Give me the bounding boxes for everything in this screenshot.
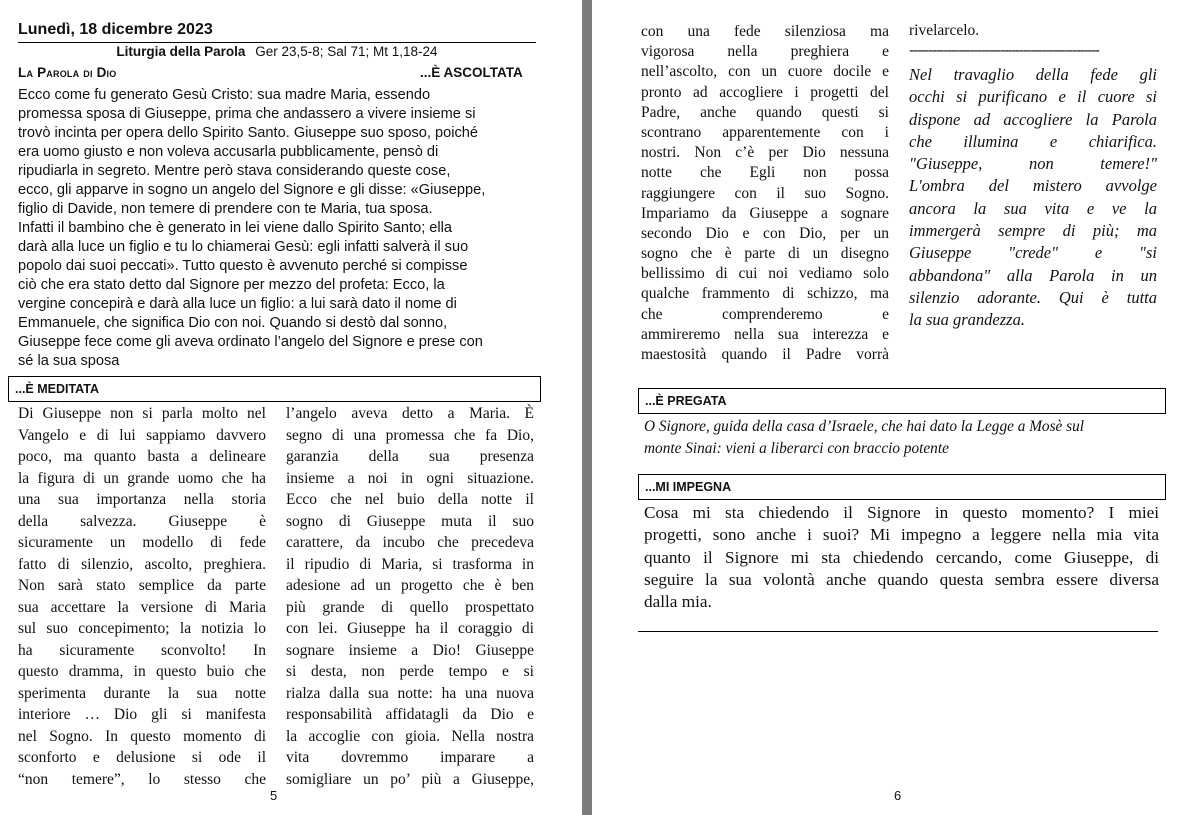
page-gutter <box>580 0 596 815</box>
meditata-line: carattere, da incubo che precedeva <box>286 534 534 551</box>
gospel-text <box>18 86 533 371</box>
continued-line: nell’ascolto, con un cuore docile e <box>641 63 889 81</box>
section-header-pregata: ...È PREGATA <box>638 388 1166 414</box>
continued-line: qualche frammento di schizzo, ma <box>641 285 889 303</box>
continued-line: pronto ad accogliere i progetti del <box>641 83 889 101</box>
meditata-line: garanzia della sua presenza <box>286 448 534 465</box>
gospel-line: figlio di Davide, non temere di prendere con te Maria, tua sposa. <box>18 201 433 217</box>
impegno-line: Cosa mi sta chiedendo il Signore in questo momento? I miei <box>644 503 1159 522</box>
gospel-line: promessa sposa di Giuseppe, prima che andassero a vivere insieme si <box>18 106 476 122</box>
meditata-line: con lei. Giuseppe ha il coraggio di <box>286 620 534 637</box>
page-6 <box>596 0 1178 815</box>
meditata-line: la figura di un grande uomo che ha <box>18 469 266 487</box>
gospel-line: darà alla luce un figlio e tu lo chiamerai Gesù: egli infatti salverà il suo <box>18 239 469 255</box>
meditata-line: sperimenta durante la sua notte <box>18 684 266 702</box>
impegno-text <box>644 502 1159 613</box>
section-title-parola: La Parola di Dio <box>18 65 117 80</box>
reflection-line: la sua grandezza. <box>909 310 1025 330</box>
meditata-line: Vangelo e di lui sappiamo davvero <box>18 426 266 444</box>
meditata-line: insieme a noi in ogni situazione. <box>286 469 534 487</box>
gospel-line: Giuseppe fece come gli aveva ordinato l’angelo del Signore e prese con <box>18 334 483 350</box>
meditata-line: responsabilità affidatagli da Dio e <box>286 706 534 723</box>
continued-line: secondo Dio e con Dio, per un <box>641 224 889 242</box>
reflection-line: abbandona" alla Parola in un <box>909 265 1157 285</box>
meditata-line: somigliare un po’ più a Giuseppe, <box>286 770 534 788</box>
meditata-line: sogno di Giuseppe muta il suo <box>286 512 534 530</box>
gospel-line: ripudiarla in segreto. Mentre però stava considerando queste cose, <box>18 163 451 179</box>
meditata-line: Non sarà stato semplice da parte <box>18 577 266 594</box>
gospel-line: trovò incinta per opera dello Spirito Santo. Giuseppe suo sposo, poiché <box>18 125 478 141</box>
liturgy-line <box>18 42 536 59</box>
meditata-line: sul suo concepimento; la notizia lo <box>18 620 266 637</box>
reflection-line: occhi si purificano e il cuore si <box>909 87 1157 107</box>
gospel-line: vergine concepirà e darà alla luce un figlio: a lui sarà dato il nome di <box>18 296 457 312</box>
meditata-line: Ecco che nel buio della notte il <box>286 491 534 508</box>
meditata-line: il ripudio di Maria, si trasforma in <box>286 555 534 573</box>
meditata-line: rialza dalla sua notte: ha una nuova <box>286 684 534 702</box>
meditata-line: sicuramente un modello di fede <box>18 534 266 551</box>
meditata-line: una sua importanza nella storia <box>18 491 266 508</box>
continued-line: nostri. Non c’è per Dio nessuna <box>641 144 889 162</box>
prayer-line: O Signore, guida della casa d’Israele, che hai dato la Legge a Mosè sul <box>644 418 1085 435</box>
meditata-line: più grande di quello prospettato <box>286 598 534 616</box>
continued-line: Impariamo da Giuseppe a sognare <box>641 204 889 222</box>
gospel-line: Infatti il bambino che è generato in lei viene dallo Spirito Santo; ella <box>18 220 453 236</box>
liturgy-label: Liturgia della Parola <box>116 44 246 59</box>
reflection-line: che illumina e chiarifica. <box>909 131 1157 151</box>
page-divider-bar <box>582 0 592 815</box>
page-number-6: 6 <box>894 788 902 803</box>
meditata-line: sognare insieme a Dio! Giuseppe <box>286 641 534 659</box>
impegno-line: quanto il Signore mi sta chiedendo cercando, come Giuseppe, di <box>644 547 1159 567</box>
continued-line: ammireremo nella sua interezza e <box>641 325 889 343</box>
reflection-line: Giuseppe "crede" e "si <box>909 243 1157 263</box>
gospel-line: Emmanuele, che significa Dio con noi. Quando si destò dal sonno, <box>18 315 448 331</box>
reflection-line: dispone ad accogliere la Parola <box>909 109 1157 129</box>
gospel-line: ecco, gli apparve in sogno un angelo del Signore e gli disse: «Giuseppe, <box>18 182 486 198</box>
gospel-line: ciò che era stato detto dal Signore per mezzo del profeta: Ecco, la <box>18 277 445 293</box>
section-header-impegna: ...MI IMPEGNA <box>638 474 1166 500</box>
meditata-line: segno di una promessa che fa Dio, <box>286 426 534 444</box>
meditata-line: l’angelo aveva detto a Maria. È <box>286 405 534 422</box>
page-number-5: 5 <box>270 788 278 803</box>
continued-line: Padre, anche quando questi si <box>641 103 889 121</box>
meditata-line: Di Giuseppe non si parla molto nel <box>18 405 266 422</box>
meditata-line: adesione ad un progetto che è ben <box>286 577 534 594</box>
reflection-column <box>909 21 1157 332</box>
meditata-line: sua accettare la versione di Maria <box>18 598 266 616</box>
continued-line: maestosità quando il Padre vorrà <box>641 346 889 363</box>
reflection-line: silenzio adorante. Qui è tutta <box>909 287 1157 307</box>
prayer-text <box>644 416 1164 459</box>
meditata-line: nel Sogno. In questo momento di <box>18 727 266 745</box>
reflection-line: ancora la sua vita e ve la <box>909 198 1157 218</box>
continued-line: scontrano apparentemente con i <box>641 123 889 141</box>
continued-line: con una fede silenziosa ma <box>641 23 889 40</box>
closing-rule <box>638 631 1158 632</box>
continued-column <box>641 22 889 365</box>
meditata-line: ha sicuramente sconvolto! In <box>18 641 266 659</box>
gospel-line: Ecco come fu generato Gesù Cristo: sua madre Maria, essendo <box>18 87 431 103</box>
page-5 <box>0 0 580 815</box>
impegno-line: progetti, sono anche i suoi? Mi impegno a leggere nella mia vita <box>644 525 1159 545</box>
gospel-line: era uomo giusto e non voleva accusarla pubblicamente, pensò di <box>18 144 439 160</box>
meditata-line: si desta, non perde tempo e si <box>286 663 534 680</box>
meditata-line: poco, ma quanto basta a delineare <box>18 448 266 465</box>
section-subtitle-ascoltata: ...È ASCOLTATA <box>420 65 523 80</box>
section-header-meditata: ...È MEDITATA <box>8 376 541 402</box>
reflection-line: L'ombra del mistero avvolge <box>909 176 1157 196</box>
meditata-line: fatto di silenzio, ascolto, preghiera. <box>18 555 266 573</box>
reflection-line: immergerà sempre di più; ma <box>909 221 1157 241</box>
continued-line: che comprenderemo e <box>641 305 889 323</box>
continued-line: bellissimo di cui noi vediamo solo <box>641 265 889 283</box>
impegno-line: dalla mia. <box>644 592 712 612</box>
gospel-line: sé la sua sposa <box>18 353 120 369</box>
liturgy-refs: Ger 23,5-8; Sal 71; Mt 1,18-24 <box>255 44 438 59</box>
meditata-line: della salvezza. Giuseppe è <box>18 512 266 530</box>
reflection-line: Nel travaglio della fede gli <box>909 65 1157 84</box>
continued-line: sogno che è parte di un disegno <box>641 245 889 263</box>
meditata-line: “non temere”, lo stesso che <box>18 770 266 788</box>
continued-line: vigorosa nella preghiera e <box>641 43 889 61</box>
meditata-line: sconforto e delusione si ode il <box>18 749 266 766</box>
meditata-line: la accoglie con gioia. Nella nostra <box>286 727 534 745</box>
meditata-column-1 <box>18 403 266 790</box>
continued-line: notte che Egli non possa <box>641 164 889 182</box>
reflection-text <box>909 64 1157 332</box>
meditata-column-2 <box>286 403 534 790</box>
meditata-line: interiore … Dio gli si manifesta <box>18 706 266 723</box>
continued-line: raggiungere con il suo Sogno. <box>641 184 889 202</box>
dashed-separator: -------------------------------------------------- <box>909 42 1099 59</box>
meditata-line: vita dovremmo imparare a <box>286 749 534 766</box>
impegno-line: seguire la sua volontà anche quando questa sembra essere diversa <box>644 569 1159 589</box>
reflection-line: "Giuseppe, non temere!" <box>909 154 1157 174</box>
date-heading: Lunedì, 18 dicembre 2023 <box>18 21 213 38</box>
gospel-line: popolo dai suoi peccati». Tutto questo è avvenuto perché si compisse <box>18 258 468 274</box>
continued-end-line: rivelarcelo. <box>909 22 980 39</box>
meditata-line: questo dramma, in questo buio che <box>18 663 266 680</box>
prayer-line: monte Sinai: vieni a liberarci con braccio potente <box>644 439 949 457</box>
